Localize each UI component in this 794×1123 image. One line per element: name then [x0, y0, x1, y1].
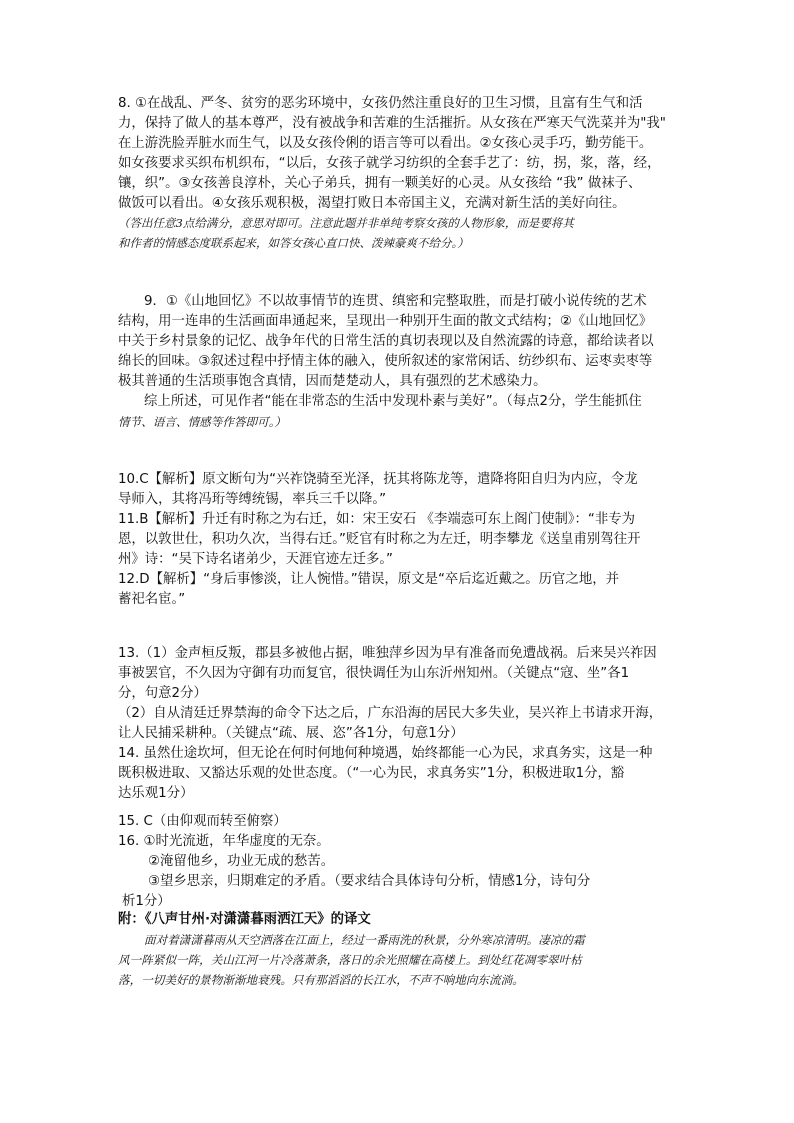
- q13-line: （2）自从清廷迁界禁海的命令下达之后，广东沿海的居民大多失业，吴兴祚上书请求开海，: [118, 706, 663, 721]
- q13-line: 13.（1）金声桓反叛，郡县多被他占据，唯独萍乡因为早有准备而免遭战祸。后来吴兴祚因: [118, 646, 657, 661]
- q16-line: ②淹留他乡，功业无成的愁苦。: [148, 854, 335, 869]
- q9-summary-cont: 情节、语言、情感等作答即可。）: [118, 415, 287, 429]
- q9-line: 中关于乡村景象的记忆、战争年代的日常生活的真切表现以及自然流露的诗意，都给读者以: [118, 334, 654, 349]
- q12-line: 12.D【解析】“身后事惨淡，让人惋惜。”错误，原文是“卒后迄近戴之。历官之地，并: [118, 572, 619, 587]
- q9-summary: 综上所述，可见作者“能在非常态的生活中发现朴素与美好”。（每点2分，学生能抓住: [144, 394, 642, 409]
- q8-line: 做饭可以看出。④女孩乐观积极，渴望打败日本帝国主义，充满对新生活的美好向往。: [118, 196, 626, 211]
- q10-line: 导师入，其将冯珩等缚统锡，率兵三千以降。”: [118, 492, 387, 507]
- q8-scoring-note: （答出任意3点给满分，意思对即可。注意此题并非单纯考察女孩的人物形象，而是要将其: [118, 216, 574, 230]
- q15-line: 15. C（由仰观而转至俯察）: [118, 814, 287, 829]
- appendix-line: 风一阵紧似一阵，关山江河一片冷落萧条，落日的余光照耀在高楼上。到处红花凋零翠叶枯: [118, 953, 582, 967]
- q16-line: 16. ①时光流逝，年华虚度的无奈。: [118, 834, 330, 849]
- q16-line: 析1分）: [122, 894, 171, 909]
- q9-line: 绵长的回味。③叙述过程中抒情主体的融入，使所叙述的家常闲话、纺纱织布、运枣卖枣等: [118, 354, 653, 369]
- q14-line: 达乐观1分）: [118, 786, 194, 801]
- q8-line: 力，保持了做人的基本尊严，没有被战争和苦难的生活摧折。从女孩在严寒天气洗菜并为"我": [118, 116, 666, 131]
- q12-line: 蓄祀名宦。”: [118, 592, 186, 607]
- q11-line: 州》诗：“吴下诗名诸弟少，天涯官迹左迁多。”: [118, 552, 393, 567]
- answer-q9: [118, 292, 678, 432]
- appendix-line: 面对着潇潇暮雨从天空洒落在江面上，经过一番雨洗的秋景，分外寒凉清明。凄凉的霜: [144, 933, 585, 947]
- appendix-translation: [118, 910, 678, 990]
- q11-line: 恩，以敦世仕，积功久次，当得右迁。”贬官有时称之为左迁，明李攀龙《送皇甫别驾往开: [118, 532, 641, 547]
- answer-q13-14: [118, 644, 678, 804]
- q13-line: 让人民捕采耕种。（关键点“疏、展、恣”各1分，句意1分）: [118, 726, 464, 741]
- q14-line: 既积极进取、又豁达乐观的处世态度。（“一心为民，求真务实”1分，积极进取1分，豁: [118, 766, 625, 781]
- answer-q8: [118, 94, 678, 253]
- q8-line: 8. ①在战乱、严冬、贫穷的恶劣环境中，女孩仍然注重良好的卫生习惯，且富有生气和活: [118, 96, 643, 111]
- q9-line: 极其普通的生活琐事饱含真情，因而楚楚动人，具有强烈的艺术感染力。: [118, 374, 547, 389]
- q9-line: 结构，用一连串的生活画面串通起来，呈现出一种别开生面的散文式结构；②《山地回忆》: [118, 314, 653, 329]
- appendix-title: 附：《八声甘州·对潇潇暮雨洒江天》的译文: [118, 912, 371, 927]
- q8-scoring-note: 和作者的情感态度联系起来，如答女孩心直口快、泼辣豪爽不给分。）: [118, 235, 469, 250]
- q10-line: 10.C【解析】原文断句为“兴祚饶骑至光泽，抚其将陈龙等，遣降将阳自归为内应，令龙: [118, 472, 638, 487]
- q13-line: 事被罢官，不久因为守御有功而复官，很快调任为山东沂州知州。（关键点“寇、坐”各1: [118, 666, 630, 681]
- q9-line: 9．①《山地回忆》不以故事情节的连贯、缜密和完整取胜，而是打破小说传统的艺术: [144, 294, 647, 309]
- q16-line: ③望乡思亲，归期难定的矛盾。（要求结合具体诗句分析，情感1分，诗句分: [148, 874, 591, 889]
- answer-q15-16: [118, 812, 678, 912]
- q14-line: 14. 虽然仕途坎坷，但无论在何时何地何种境遇，始终都能一心为民，求真务实，这是一种: [118, 746, 653, 761]
- q8-line: 如女孩要求买织布机织布，“以后，女孩子就学习纺织的全套手艺了：纺，拐，浆，落，经，: [118, 156, 661, 171]
- answer-q10-12: [118, 470, 678, 610]
- q8-line: 在上游洗脸弄脏水而生气，以及女孩伶俐的语言等可以看出。②女孩心灵手巧，勤劳能干。: [118, 136, 653, 151]
- q11-line: 11.B【解析】升迁有时称之为右迁，如：宋王安石 《李端悫可东上阁门使制》：“非专为: [118, 512, 636, 527]
- q13-line: 分，句意2分）: [118, 686, 207, 701]
- appendix-line: 落，一切美好的景物渐渐地衰残。只有那滔滔的长江水，不声不响地向东流淌。: [118, 973, 524, 987]
- q8-line: 镶，织”。③女孩善良淳朴，关心子弟兵，拥有一颗美好的心灵。从女孩给 “我” 做袜子、: [118, 176, 642, 191]
